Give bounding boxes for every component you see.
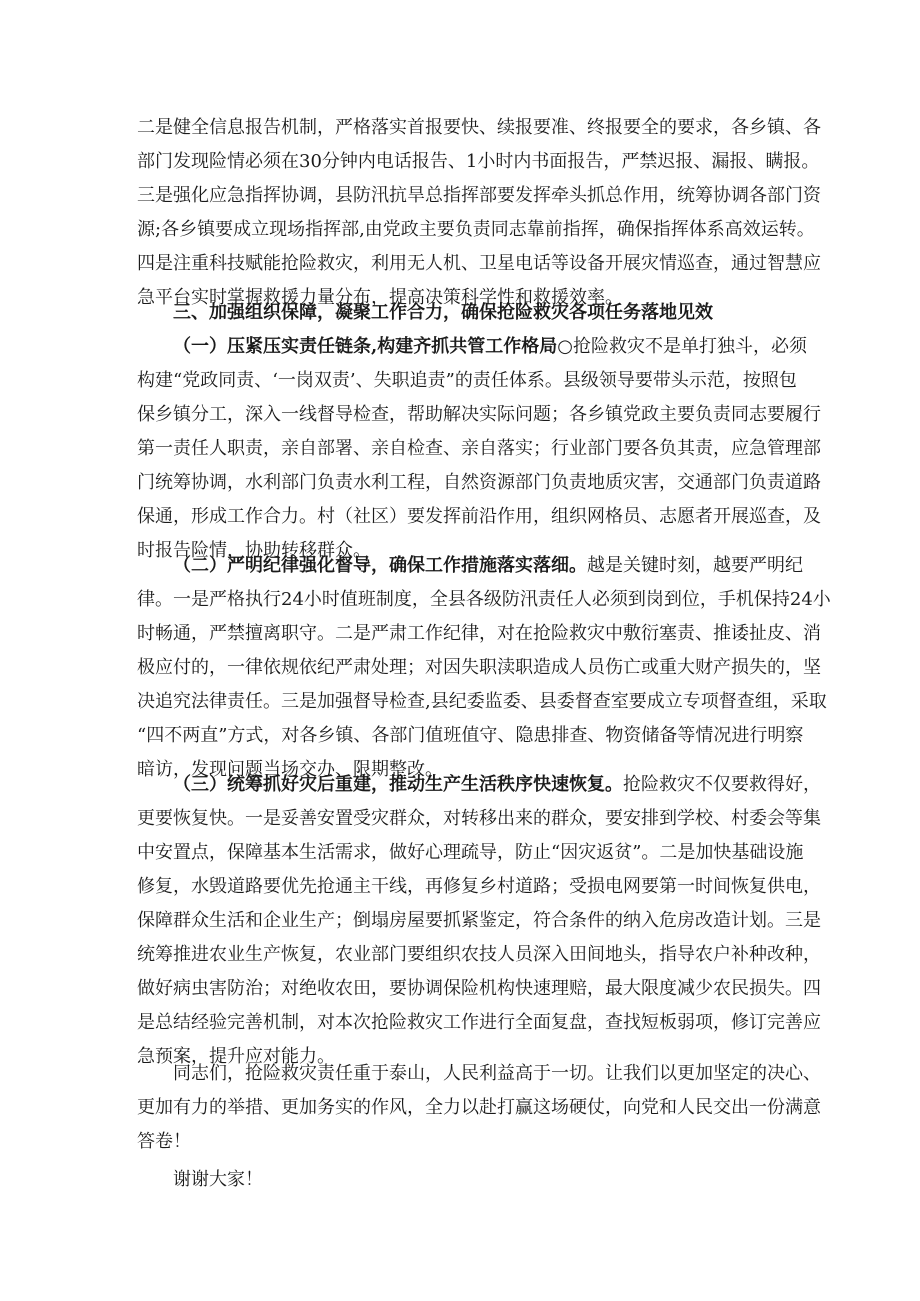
closing-line: 更加有力的举措、更加务实的作风，全力以赴打赢这场硬仗，向党和人民交出一份满意 bbox=[137, 1097, 821, 1118]
sub3-line: 做好病虫害防治；对绝收农田，要协调保险机构快速理赔，最大限度减少农民损失。四 bbox=[137, 978, 821, 999]
sub1-line: 时报告险情，协助转移群众。 bbox=[137, 540, 371, 561]
sub2-line: 暗访，发现问题当场交办、限期整改。 bbox=[137, 759, 443, 780]
sub2-line: “四不两直”方式，对各乡镇、各部门值班值守、隐患排查、物资储备等情况进行明察 bbox=[137, 725, 804, 746]
sub3-line: 更要恢复快。一是妥善安置受灾群众，对转移出来的群众，要安排到学校、村委会等集 bbox=[137, 808, 821, 829]
intro-line: 源;各乡镇要成立现场指挥部,由党政主要负责同志靠前指挥，确保指挥体系高效运转。 bbox=[137, 219, 815, 240]
thanks-line: 谢谢大家！ bbox=[173, 1169, 263, 1190]
closing-line: 同志们，抢险救灾责任重于泰山，人民利益高于一切。让我们以更加坚定的决心、 bbox=[173, 1063, 821, 1084]
section-heading: 三、加强组织保障，凝聚工作合力，确保抢险救灾各项任务落地见效 bbox=[173, 302, 713, 323]
closing-line: 答卷！ bbox=[137, 1131, 191, 1152]
intro-line: 三是强化应急指挥协调，县防汛抗旱总指挥部要发挥牵头抓总作用，统筹协调各部门资 bbox=[137, 185, 821, 206]
sub3-first-rest: 抢险救灾不仅要救得好， bbox=[623, 774, 821, 795]
sub3-line: 修复，水毁道路要优先抢通主干线，再修复乡村道路；受损电网要第一时间恢复供电， bbox=[137, 876, 821, 897]
sub1-line: 构建“党政同责、‘一岗双责’、失职追责”的责任体系。县级领导要带头示范，按照包 bbox=[137, 370, 797, 391]
sub1-first-rest: ○抢险救灾不是单打独斗，必须 bbox=[557, 336, 807, 357]
sub2-first-rest: 越是关键时刻，越要严明纪 bbox=[587, 555, 803, 576]
sub3-line: 中安置点，保障基本生活需求，做好心理疏导，防止“因灾返贫”。二是加快基础设施 bbox=[137, 842, 804, 863]
sub1-first-line bbox=[173, 330, 807, 364]
sub3-line: 是总结经验完善机制，对本次抢险救灾工作进行全面复盘，查找短板弱项，修订完善应 bbox=[137, 1012, 821, 1033]
sub3-line: 保障群众生活和企业生产；倒塌房屋要抓紧鉴定，符合条件的纳入危房改造计划。三是 bbox=[137, 910, 821, 931]
intro-line: 四是注重科技赋能抢险救灾，利用无人机、卫星电话等设备开展灾情巡查，通过智慧应 bbox=[137, 253, 821, 274]
sub2-line: 律。一是严格执行24小时值班制度，全县各级防汛责任人必须到岗到位，手机保持24小 bbox=[137, 589, 831, 610]
sub3-first-line bbox=[173, 768, 821, 802]
sub3-lead: （三）统筹抓好灾后重建，推动生产生活秩序快速恢复。 bbox=[173, 774, 623, 795]
intro-line: 部门发现险情必须在30分钟内电话报告、1小时内书面报告，严禁迟报、漏报、瞒报。 bbox=[137, 151, 820, 172]
sub2-lead: （二）严明纪律强化督导，确保工作措施落实落细。 bbox=[173, 555, 587, 576]
sub1-lead: （一）压紧压实责任链条,构建齐抓共管工作格局 bbox=[173, 336, 558, 357]
sub2-line: 极应付的，一律依规依纪严肃处理；对因失职渎职造成人员伤亡或重大财产损失的，坚 bbox=[137, 657, 821, 678]
sub2-line: 决追究法律责任。三是加强督导检查,县纪委监委、县委督查室要成立专项督查组，采取 bbox=[137, 691, 827, 712]
sub2-line: 时畅通，严禁擅离职守。二是严肃工作纪律，对在抢险救灾中敷衍塞责、推诿扯皮、消 bbox=[137, 623, 821, 644]
sub1-line: 保通，形成工作合力。村（社区）要发挥前沿作用，组织网格员、志愿者开展巡查，及 bbox=[137, 506, 821, 527]
sub1-line: 第一责任人职责，亲自部署、亲自检查、亲自落实；行业部门要各负其责，应急管理部 bbox=[137, 438, 821, 459]
sub3-line: 急预案，提升应对能力。 bbox=[137, 1046, 335, 1067]
sub1-line: 门统筹协调，水利部门负责水利工程，自然资源部门负责地质灾害，交通部门负责道路 bbox=[137, 472, 821, 493]
intro-line: 二是健全信息报告机制，严格落实首报要快、续报要准、终报要全的要求，各乡镇、各 bbox=[137, 117, 821, 138]
sub1-line: 保乡镇分工，深入一线督导检查，帮助解决实际问题；各乡镇党政主要负责同志要履行 bbox=[137, 404, 821, 425]
sub3-line: 统筹推进农业生产恢复，农业部门要组织农技人员深入田间地头，指导农户补种改种， bbox=[137, 944, 821, 965]
sub2-first-line bbox=[173, 549, 803, 583]
intro-line: 急平台实时掌握救援力量分布，提高决策科学性和救援效率。 bbox=[137, 287, 623, 308]
